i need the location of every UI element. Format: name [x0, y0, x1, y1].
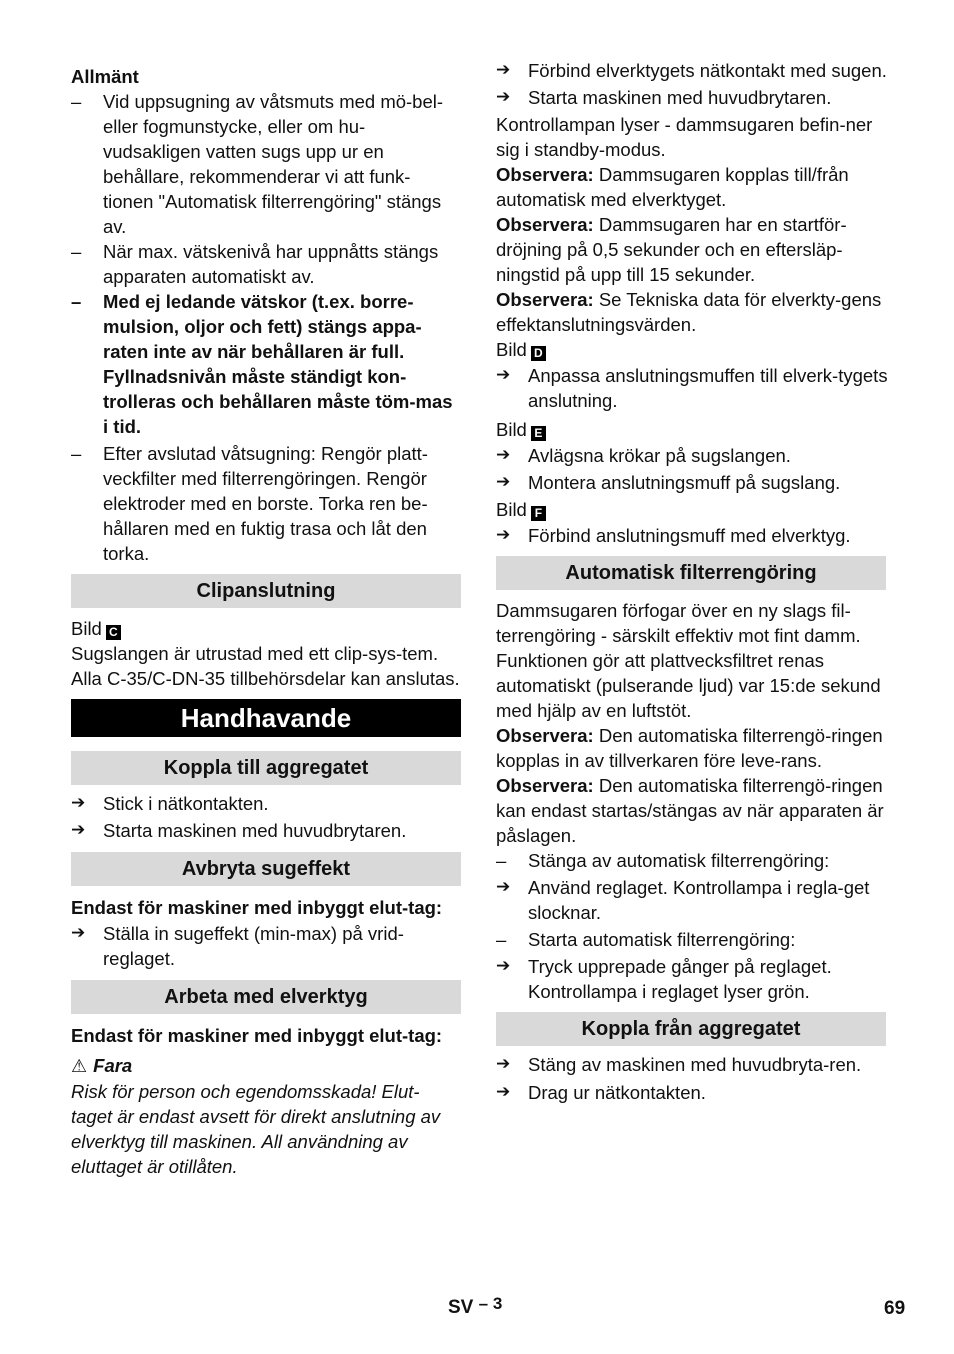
step-item — [496, 58, 888, 83]
observera-note — [496, 773, 886, 848]
dash-item: – Starta automatisk filterrengöring: — [496, 927, 886, 952]
figure-ref-e — [496, 417, 886, 442]
observera-label: Observera: — [496, 289, 594, 310]
observera-label: Observera: — [496, 725, 594, 746]
page-number: 69 — [884, 1298, 906, 1319]
step-text: Starta maskinen med huvudbrytaren. — [528, 87, 832, 108]
koppla-fran-heading: Koppla från aggregatet — [496, 1012, 886, 1046]
figure-ref-f — [496, 497, 886, 522]
figure-badge: F — [531, 506, 546, 521]
observera-text: Den automatiska filterrengö-ringen kopplas in av tillverkaren före leve-rans. — [496, 725, 883, 771]
figure-badge: C — [106, 625, 121, 640]
step-item — [71, 818, 461, 843]
observera-label: Observera: — [496, 214, 594, 235]
step-item — [496, 443, 886, 468]
observera-label: Observera: — [496, 164, 594, 185]
kontroll-text: Kontrollampan lyser - dammsugaren befin-ner sig i standby-modus. — [496, 114, 873, 160]
step-text: Tryck upprepade gånger på reglaget. Kontrollampa i reglaget lyser grön. — [528, 956, 832, 1002]
arrow-icon: ➔ — [71, 820, 86, 840]
step-text: Stäng av maskinen med huvudbryta-ren. — [528, 1054, 862, 1075]
arrow-icon: ➔ — [496, 525, 511, 545]
figure-badge: D — [531, 346, 546, 361]
observera-note — [496, 162, 886, 212]
bild-label: Bild — [496, 499, 527, 520]
step-text: Ställa in sugeffekt (min-max) på vrid-reglaget. — [103, 923, 404, 969]
arrow-icon: ➔ — [496, 365, 511, 385]
observera-note — [496, 212, 886, 287]
observera-label: Observera: — [496, 775, 594, 796]
warning-icon: ⚠ — [71, 1056, 88, 1077]
step-item — [496, 1080, 886, 1105]
step-text: Använd reglaget. Kontrollampa i regla-get slocknar. — [528, 877, 870, 923]
step-item — [496, 523, 886, 548]
allmant-item: – Vid uppsugning av våtsmuts med mö-bel- eller fogmunstycke, eller om hu-vudsakligen vatten sugs upp ur en behållare, rekommenderar vi att funk-tionen "Automatisk filterrengöring" stängs av. — [71, 89, 458, 239]
step-text: Förbind elverktygets nätkontakt med sugen. — [528, 60, 887, 81]
observera-note — [496, 287, 886, 337]
clip-figure-ref — [71, 616, 461, 641]
arrow-icon: ➔ — [496, 445, 511, 465]
figure-ref-d — [496, 337, 886, 362]
clip-text: Sugslangen är utrustad med ett clip-sys-tem. Alla C-35/C-DN-35 tillbehörsdelar kan anslutas. — [71, 643, 460, 689]
arrow-icon: ➔ — [71, 923, 86, 943]
observera-note — [496, 723, 886, 773]
step-item — [496, 875, 888, 925]
step-item — [496, 470, 886, 495]
arrow-icon: ➔ — [71, 793, 86, 813]
handhavande-title: Handhavande — [71, 699, 461, 737]
arrow-icon: ➔ — [496, 956, 511, 976]
step-item — [496, 85, 886, 110]
fara-text: Risk för person och egendomsskada! Elut-taget är endast avsett för direkt anslutning av elverktyg till maskinen. All användning av eluttaget är otillåten. — [71, 1081, 441, 1177]
step-text: Starta maskinen med huvudbrytaren. — [103, 820, 407, 841]
step-item — [496, 363, 898, 413]
observera-text: Se Tekniska data för elverkty-gens effektanslutningsvärden. — [496, 289, 882, 335]
figure-badge: E — [531, 426, 546, 441]
observera-text: Dammsugaren har en startför-dröjning på 0,5 sekunder och en eftersläp-ningstid på upp till 15 sekunder. — [496, 214, 847, 285]
arrow-icon: ➔ — [496, 877, 511, 897]
footer-section-number: – 3 — [478, 1294, 503, 1313]
step-item — [71, 921, 448, 971]
arbeta-heading: Arbeta med elverktyg — [71, 980, 461, 1014]
step-item — [71, 791, 461, 816]
bild-label: Bild — [496, 339, 527, 360]
footer-section — [448, 1294, 503, 1319]
arrow-icon: ➔ — [496, 1054, 511, 1074]
auto-filter-heading: Automatisk filterrengöring — [496, 556, 886, 590]
allmant-heading: Allmänt — [71, 66, 139, 87]
clipanslutning-heading: Clipanslutning — [71, 574, 461, 608]
step-text: Avlägsna krökar på sugslangen. — [528, 445, 791, 466]
bild-label: Bild — [71, 618, 102, 639]
arrow-icon: ➔ — [496, 472, 511, 492]
allmant-item-bold: – Med ej ledande vätskor (t.ex. borre-mulsion, oljor och fett) stängs appa-raten inte av när behållaren är full. Fyllnadsnivån måste ständigt kon-trolleras och behållaren måste töm-mas i tid. — [71, 289, 461, 439]
fara-label — [71, 1053, 461, 1079]
left-column — [71, 0, 461, 1179]
step-text: Anpassa anslutningsmuffen till elverk-tygets anslutning. — [528, 365, 888, 411]
arrow-icon: ➔ — [496, 1082, 511, 1102]
arbeta-note: Endast för maskiner med inbyggt elut-tag: — [71, 1025, 443, 1046]
fara-text-label: Fara — [93, 1055, 133, 1076]
auto-filter-text: Dammsugaren förfogar över en ny slags fil-terrengöring - särskilt effektiv mot fint damm. Funktionen gör att plattvecksfiltret renas automatiskt (pulserande ljud) var 15:de sekund med hjälp av en luftstöt. — [496, 600, 881, 721]
allmant-item: – När max. vätskenivå har uppnåtts stängs apparaten automatiskt av. — [71, 239, 443, 289]
observera-text: Den automatiska filterrengö-ringen kan endast startas/stängas av när apparaten är påslagen. — [496, 775, 884, 846]
arrow-icon: ➔ — [496, 87, 511, 107]
observera-text: Dammsugaren kopplas till/från automatisk med elverktyget. — [496, 164, 849, 210]
dash-item: – Stänga av automatisk filterrengöring: — [496, 848, 886, 873]
step-item — [496, 954, 886, 1004]
arrow-icon: ➔ — [496, 60, 511, 80]
koppla-heading: Koppla till aggregatet — [71, 751, 461, 785]
allmant-item: – Efter avslutad våtsugning: Rengör platt-veckfilter med filterrengöringen. Rengör elektroder med en borste. Torka ren be-hållaren med en fuktig trasa och låt den torka. — [71, 441, 461, 566]
step-item — [496, 1052, 873, 1077]
step-text: Stick i nätkontakten. — [103, 793, 269, 814]
avbryta-heading: Avbryta sugeffekt — [71, 852, 461, 886]
step-text: Montera anslutningsmuff på sugslang. — [528, 472, 841, 493]
step-text: Drag ur nätkontakten. — [528, 1082, 706, 1103]
avbryta-note: Endast för maskiner med inbyggt elut-tag: — [71, 897, 443, 918]
footer-lang: SV — [448, 1297, 474, 1318]
bild-label: Bild — [496, 419, 527, 440]
step-text: Förbind anslutningsmuff med elverktyg. — [528, 525, 851, 546]
right-column — [496, 0, 886, 1105]
